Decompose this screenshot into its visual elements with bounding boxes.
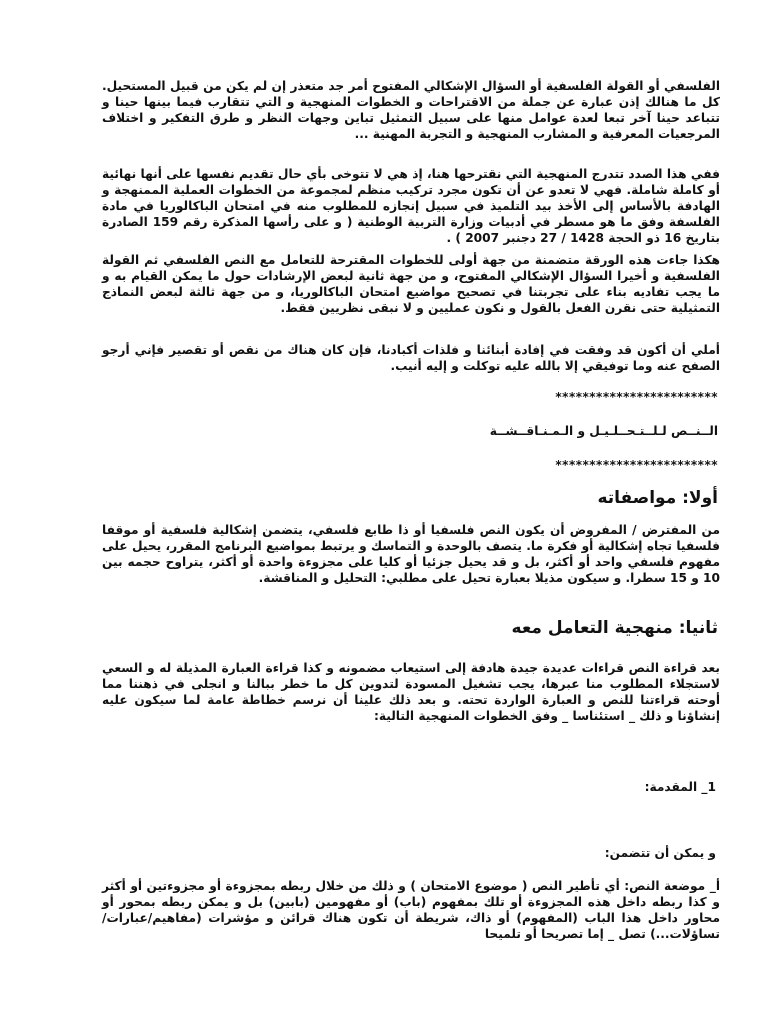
contains-line: و يمكن أن تتضمن: [604, 846, 716, 860]
stars-divider-bottom: ************************ [555, 458, 718, 472]
intro-paragraph-3: هكذا جاءت هذه الورقة متضمنة من جهة أولى للخطوات المقترحة للتعامل مع النص الفلسفي ثم القولة الفلسفية و أخيرا السؤال الإشكالي المفتوح، و من جهة ثانية لبعض الإرشادات حول ما يمكن القيام به و ما يجب تفاديه بناء على تجربتنا في تصحيح مواضيع امتحان الباكالوريا، و من جهة ثالثة لبعض النماذج التمثيلية حتى نقرن الفعل بالقول و نكون عمليين و لا نبقى نظريين فقط. [102, 253, 720, 315]
contextualization-paragraph: أ_ موضعة النص: أي تأطير النص ( موضوع الامتحان ) و ذلك من خلال ربطه بمجزوءة أو مجزوءتين أو أكثر و كذا ربطه داخل هذه المجزوءة أو تلك بمفهوم (باب) أو مفهومين (بابين) بل و يمكن ربطه بمحور أو محاور داخل هذا الباب (المفهوم) أو ذاك، شريطة أن تكون هناك قرائن و مؤشرات (مفاهيم/عبارات/تساؤلات...) تصل _ إما تصريحا أو تلميحا [102, 879, 720, 941]
stars-divider-top: ************************ [555, 390, 718, 404]
methodology-paragraph: بعد قراءة النص قراءات عديدة جيدة هادفة إلى استيعاب مضمونه و كذا قراءة العبارة المذيلة له و السعي لاستجلاء المطلوب منا عبرها، يجب تشغيل المسودة لتدوين كل ما خطر ببالنا و انجلى في ذهننا مما أوحته قراءتنا للنص و العبارة الواردة تحته. و بعد ذلك علينا أن نرسم خطاطة عامة لما سيكون عليه إنشاؤنا و ذلك _ استئناسا _ وفق الخطوات المنهجية التالية: [102, 661, 720, 723]
intro-paragraph-1: الفلسفي أو القولة الفلسفية أو السؤال الإشكالي المفتوح أمر جد متعذر إن لم يكن من قبيل المستحيل. كل ما هنالك إذن عبارة عن جملة من الاقتراحات و الخطوات المنهجية و التي تتقارب فيما بينها حينا و تتباعد حينا آخر تبعا لعدة عوامل منها على سبيل التمثيل تباين وجهات النظر و طرق التفكير و اختلاف المرجعيات المعرفية و المشارب المنهجية و التجربة المهنية ... [102, 79, 720, 141]
subheading-introduction: 1_ المقدمة: [644, 780, 716, 794]
intro-paragraph-4: أملي أن أكون قد وفقت في إفادة أبنائنا و فلذات أكبادنا، فإن كان هناك من نقص أو تقصير فإني أرجو الصفح عنه وما توفيقي إلا بالله عليه توكلت و إليه أنيب. [102, 343, 720, 373]
section-title: الــنــص لـلــتـحــلـيـل و الـمـنـاقــشــة [489, 424, 718, 438]
specifications-paragraph: من المفترض / المفروض أن يكون النص فلسفيا أو ذا طابع فلسفي، يتضمن إشكالية فلسفية أو موقفا فلسفيا تجاه إشكالية أو فكرة ما. يتصف بالوحدة و التماسك و يرتبط بمواضيع البرنامج المقرر، يحيل على مفهوم فلسفي واحد أو أكثر، بل و قد يحيل جزئيا أو كليا على مجزوءة واحدة أو أكثر، يتراوح حجمه بين 10 و 15 سطرا. و سيكون مذيلا بعبارة تحيل على مطلبي: التحليل و المناقشة. [102, 523, 720, 585]
intro-paragraph-2: ففي هذا الصدد تتدرج المنهجية التي نقترحها هنا، إذ هي لا تتوخى بأي حال تقديم نفسها على أنها نهائية أو كاملة شاملة. فهي لا تعدو عن أن تكون مجرد تركيب منظم لمجموعة من الخطوات العملية الممنهجة و الهادفة بالأساس إلى الأخذ بيد التلميذ في سبيل إنجازه للمطلوب منه في امتحان الباكالوريا في مادة الفلسفة وفق ما هو مسطر في أدبيات وزارة التربية الوطنية ( و على رأسها المذكرة رقم 159 الصادرة بتاريخ 16 ذو الحجة 1428 / 27 دجنبر 2007 ) . [102, 167, 720, 245]
heading-specifications: أولا: مواصفاته [597, 488, 718, 508]
heading-methodology: ثانيا: منهجية التعامل معه [511, 618, 718, 638]
